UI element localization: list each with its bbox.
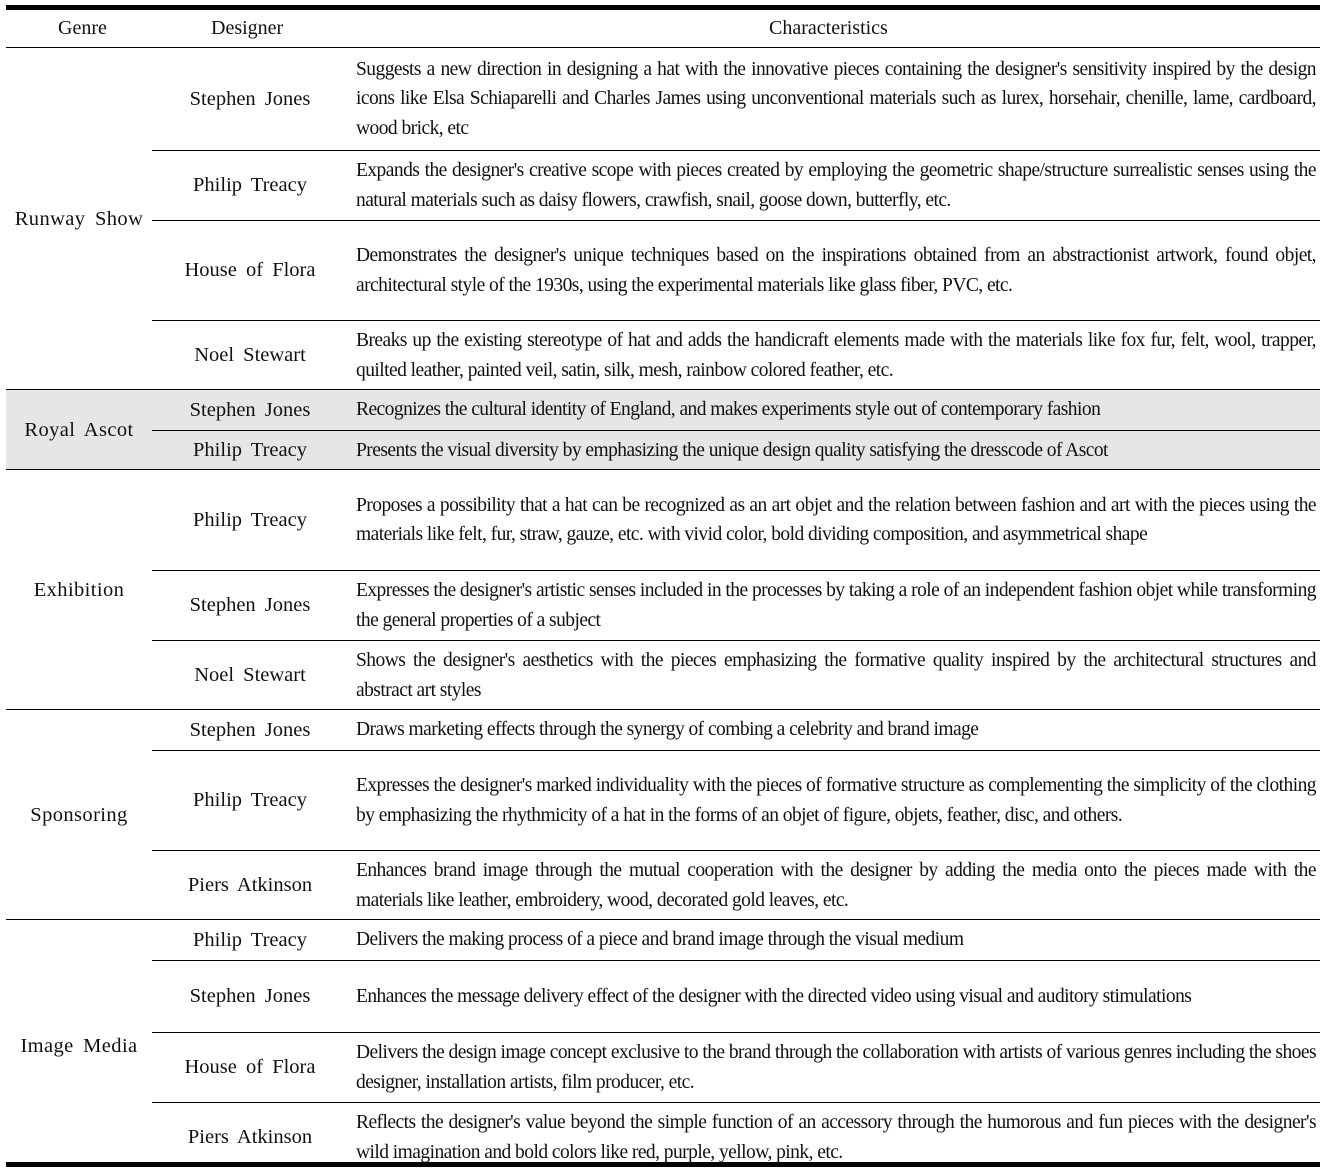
characteristics-text: Recognizes the cultural identity of England, and makes experiments style out of contemporary fashion xyxy=(356,399,1101,421)
characteristics-cell xyxy=(356,851,1316,920)
characteristics-cell xyxy=(356,961,1316,1032)
table-row xyxy=(152,320,1320,390)
designer-characteristics-table xyxy=(6,5,1320,1167)
characteristics-cell xyxy=(356,920,1316,960)
characteristics-text: Shows the designer's aesthetics with the pieces emphasizing the formative quality inspired by the architectural structures and abstract art styles xyxy=(356,650,1316,701)
characteristics-text: Proposes a possibility that a hat can be recognized as an art objet and the relation between fashion and art with the pieces using the materials like felt, fur, straw, gauze, etc. with vivid color, bold dividing composition, and asymmetrical shape xyxy=(356,494,1316,545)
table-row xyxy=(152,1102,1320,1172)
designer-cell: Philip Treacy xyxy=(193,174,307,196)
characteristics-text: Expresses the designer's artistic senses included in the processes by taking a role of an independent fashion objet while transforming the general properties of a subject xyxy=(356,580,1316,631)
characteristics-cell xyxy=(356,431,1316,470)
genre-cell: Exhibition xyxy=(33,578,125,601)
characteristics-text: Expresses the designer's marked individuality with the pieces of formative structure as complementing the simplicity of the clothing by emphasizing the rhythmicity of a hat in the forms of an objet of figure, objets, feather, disc, and others. xyxy=(356,775,1316,826)
table-row xyxy=(152,430,1320,470)
genre-cell: Runway Show xyxy=(14,207,144,230)
characteristics-cell xyxy=(356,710,1316,750)
genre-cell: Royal Ascot xyxy=(24,418,134,441)
designer-cell: Noel Stewart xyxy=(194,344,306,366)
characteristics-cell xyxy=(356,48,1316,150)
designer-cell: Philip Treacy xyxy=(193,439,307,461)
characteristics-text: Presents the visual diversity by emphasizing the unique design quality satisfying the dresscode of Ascot xyxy=(356,439,1108,461)
characteristics-text: Reflects the designer's value beyond the simple function of an accessory through the humorous and fun pieces with the designer's wild imagination and bold colors like red, purple, yellow, pink, etc. xyxy=(356,1112,1316,1163)
designer-cell: Philip Treacy xyxy=(193,789,307,811)
designer-cell: Piers Atkinson xyxy=(187,874,313,896)
characteristics-text: Breaks up the existing stereotype of hat and adds the handicraft elements made with the materials like fox fur, felt, wool, trapper, quilted leather, painted veil, satin, silk, mesh, rainbow colored feather, etc. xyxy=(356,330,1316,381)
characteristics-cell xyxy=(356,1033,1316,1102)
header-characteristics: Characteristics xyxy=(769,17,888,39)
characteristics-cell xyxy=(356,390,1316,430)
genre-group xyxy=(6,390,1320,470)
designer-cell: Philip Treacy xyxy=(193,508,307,531)
table-row xyxy=(152,850,1320,920)
characteristics-cell xyxy=(356,470,1316,570)
table-row xyxy=(152,470,1320,570)
genre-group xyxy=(6,710,1320,920)
designer-cell: House of Flora xyxy=(184,1056,316,1078)
designer-cell: Stephen Jones xyxy=(189,985,311,1007)
designer-cell: Stephen Jones xyxy=(189,718,311,741)
designer-cell: Noel Stewart xyxy=(194,664,306,686)
designer-cell: Stephen Jones xyxy=(189,398,311,421)
genre-group xyxy=(6,920,1320,1172)
header-designer: Designer xyxy=(211,17,284,39)
characteristics-text: Draws marketing effects through the synergy of combing a celebrity and brand image xyxy=(356,719,979,741)
table-row xyxy=(152,640,1320,710)
characteristics-cell xyxy=(356,221,1316,320)
characteristics-text: Suggests a new direction in designing a hat with the innovative pieces containing the designer's sensitivity inspired by the design icons like Elsa Schiaparelli and Charles James using unconventional materials such as lurex, horsehair, chenille, lame, cardboard, wood brick, etc xyxy=(356,58,1316,139)
designer-cell: Stephen Jones xyxy=(189,594,311,616)
table-row xyxy=(152,220,1320,320)
characteristics-text: Delivers the design image concept exclusive to the brand through the collaboration with artists of various genres including the shoes designer, installation artists, film producer, etc. xyxy=(356,1042,1316,1093)
characteristics-cell xyxy=(356,321,1316,390)
designer-cell: Piers Atkinson xyxy=(187,1126,313,1148)
table-row xyxy=(152,920,1320,960)
characteristics-cell xyxy=(356,1103,1316,1172)
characteristics-cell xyxy=(356,151,1316,220)
table-row xyxy=(152,390,1320,430)
table-header xyxy=(6,10,1320,48)
designer-cell: Stephen Jones xyxy=(189,87,311,110)
genre-group xyxy=(6,470,1320,710)
genre-cell: Image Media xyxy=(20,1034,138,1057)
characteristics-text: Expands the designer's creative scope with pieces created by employing the geometric shape/structure surrealistic senses using the natural materials such as daisy flowers, crawfish, snail, goose down, butterfly, etc. xyxy=(356,160,1316,211)
characteristics-cell xyxy=(356,751,1316,850)
characteristics-text: Demonstrates the designer's unique techniques based on the inspirations obtained from an abstractionist artwork, found objet, architectural style of the 1930s, using the experimental materials like glass fiber, PVC, etc. xyxy=(356,245,1316,296)
genre-group xyxy=(6,48,1320,390)
characteristics-cell xyxy=(356,571,1316,640)
characteristics-cell xyxy=(356,641,1316,710)
table-row xyxy=(152,150,1320,220)
characteristics-text: Enhances the message delivery effect of the designer with the directed video using visual and auditory stimulations xyxy=(356,985,1192,1007)
table-row xyxy=(152,48,1320,150)
table-row xyxy=(152,750,1320,850)
designer-cell: House of Flora xyxy=(184,259,316,281)
table-row xyxy=(152,1032,1320,1102)
characteristics-text: Enhances brand image through the mutual cooperation with the designer by adding the media onto the pieces made with the materials like leather, embroidery, wood, decorated gold leaves, etc. xyxy=(356,860,1316,911)
genre-cell: Sponsoring xyxy=(30,803,128,826)
designer-cell: Philip Treacy xyxy=(193,928,307,951)
header-genre: Genre xyxy=(58,17,107,39)
table-row xyxy=(152,570,1320,640)
table-row xyxy=(152,710,1320,750)
table-row xyxy=(152,960,1320,1032)
characteristics-text: Delivers the making process of a piece and brand image through the visual medium xyxy=(356,929,964,951)
